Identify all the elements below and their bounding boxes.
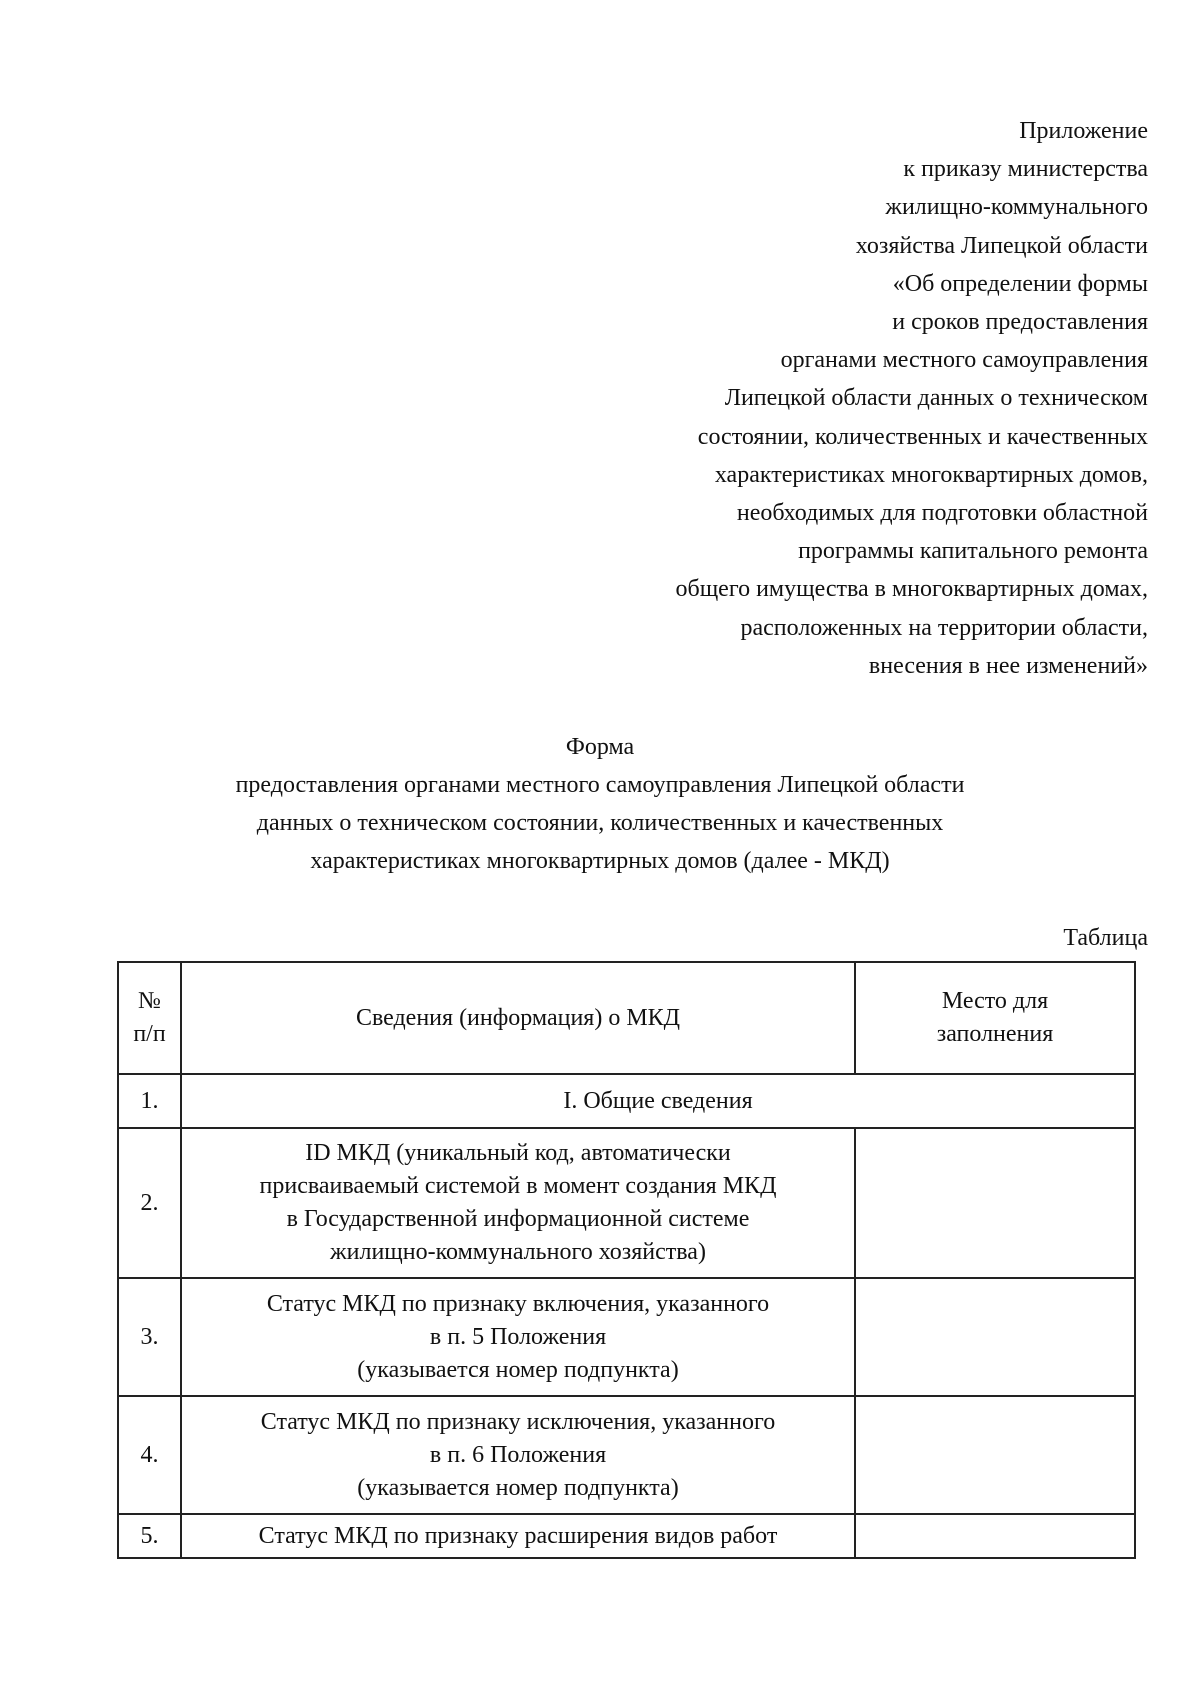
info-line: в Государственной информационной системе [286,1206,750,1232]
data-table [117,961,1136,1559]
table-row [118,1074,1135,1128]
appendix-line: Приложение [1019,118,1148,144]
table-row [118,1396,1135,1514]
row-fill-cell[interactable] [855,1278,1135,1396]
appendix-line: характеристиках многоквартирных домов, [714,461,1148,488]
info-line: в п. 5 Положения [429,1323,607,1350]
appendix-line: Липецкой области данных о техническом [724,385,1148,412]
header-number-abbrev: п/п [133,1021,166,1047]
appendix-line: «Об определении формы [892,270,1148,297]
table-row [118,1278,1135,1396]
form-subtitle-line: характеристиках многоквартирных домов (далее - МКД) [310,848,890,874]
table-header-row [118,962,1135,1074]
info-line: присваиваемый системой в момент создания МКД [259,1173,777,1199]
info-line: жилищно-коммунального хозяйства) [330,1239,706,1265]
section-heading-cell: I. Общие сведения [181,1074,1135,1128]
info-line: Статус МКД по признаку расширения видов работ [258,1522,778,1549]
row-fill-cell[interactable] [855,1128,1135,1278]
appendix-line: хозяйства Липецкой области [855,232,1148,259]
table-row [118,1128,1135,1278]
appendix-line: органами местного самоуправления [780,347,1148,374]
table-label: Таблица [1063,925,1148,951]
header-number-sign: № [138,988,161,1014]
row-number-cell: 3. [118,1278,181,1396]
row-info-cell [181,1278,855,1396]
form-subtitle-line: данных о техническом состоянии, количественных и качественных [256,810,944,836]
appendix-line: состоянии, количественных и качественных [697,423,1148,450]
form-title: Форма [565,734,635,760]
info-line: в п. 6 Положения [429,1441,607,1468]
appendix-line: программы капитального ремонта [798,538,1148,565]
row-info-cell [181,1128,855,1278]
info-line: (указывается номер подпункта) [357,1356,679,1383]
header-cell-info: Сведения (информация) о МКД [181,962,855,1074]
table-row [118,1514,1135,1558]
row-number-cell: 1. [118,1074,181,1128]
info-line: (указывается номер подпункта) [357,1474,679,1501]
info-line: Статус МКД по признаку включения, указанного [266,1290,770,1317]
appendix-line: и сроков предоставления [892,309,1148,336]
row-number-cell: 2. [118,1128,181,1278]
row-fill-cell[interactable] [855,1514,1135,1558]
row-info-cell [181,1396,855,1514]
header-fill-line: заполнения [936,1021,1054,1047]
row-number-cell: 5. [118,1514,181,1558]
appendix-line: расположенных на территории области, [740,614,1148,641]
appendix-line: жилищно-коммунального [885,194,1148,221]
form-subtitle-line: предоставления органами местного самоуправления Липецкой области [235,772,965,798]
appendix-line: к приказу министерства [903,156,1148,183]
info-line: ID МКД (уникальный код, автоматически [305,1140,731,1166]
row-number-cell: 4. [118,1396,181,1514]
appendix-line: внесения в нее изменений» [868,652,1148,679]
form-heading [0,728,1200,880]
info-line: Статус МКД по признаку исключения, указанного [260,1408,776,1435]
row-info-cell [181,1514,855,1558]
row-fill-cell[interactable] [855,1396,1135,1514]
appendix-line: необходимых для подготовки областной [736,500,1148,527]
appendix-block [548,112,1148,685]
appendix-line: общего имущества в многоквартирных домах, [675,576,1148,603]
header-fill-line: Место для [941,988,1049,1014]
header-cell-number [118,962,181,1074]
header-cell-fill [855,962,1135,1074]
